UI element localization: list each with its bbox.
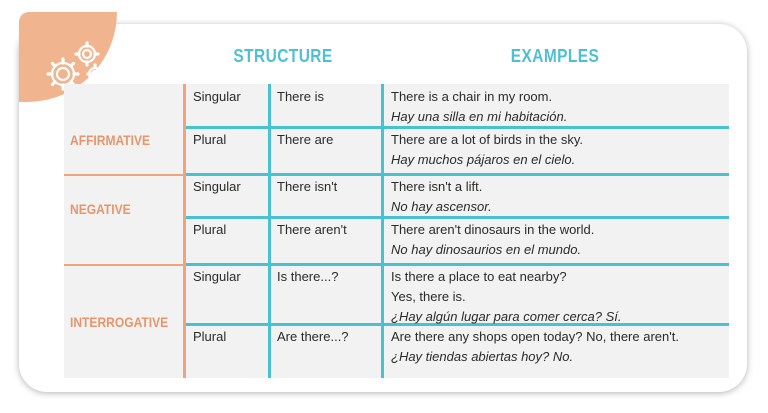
number-cell: Singular <box>193 179 241 194</box>
example-text: Are there any shops open today? No, there aren't. <box>391 329 679 344</box>
column-divider <box>268 84 271 378</box>
number-cell: Plural <box>193 132 227 147</box>
column-divider <box>381 84 384 378</box>
structure-cell: There are <box>277 132 334 147</box>
example-cell <box>391 177 492 217</box>
example-text: There is a chair in my room. <box>391 89 553 104</box>
structure-cell: Is there...? <box>277 269 339 284</box>
example-answer: Yes, there is. <box>391 289 466 304</box>
structure-header: STRUCTURE <box>233 46 333 66</box>
example-cell <box>391 130 583 170</box>
example-text: There are a lot of birds in the sky. <box>391 132 583 147</box>
example-translation: Hay muchos pájaros en el cielo. <box>391 152 576 167</box>
example-text: There aren't dinosaurs in the world. <box>391 222 595 237</box>
category-negative: NEGATIVE <box>70 201 131 217</box>
category-affirmative: AFFIRMATIVE <box>70 132 151 148</box>
number-cell: Singular <box>193 89 241 104</box>
examples-header: EXAMPLES <box>510 46 600 66</box>
example-cell <box>391 220 594 260</box>
example-translation: No hay ascensor. <box>391 199 492 214</box>
example-translation: Hay una silla en mi habitación. <box>391 109 568 124</box>
example-cell <box>391 87 567 127</box>
example-text: Is there a place to eat nearby? <box>391 269 567 284</box>
example-text: There isn't a lift. <box>391 179 483 194</box>
example-cell <box>391 327 679 367</box>
category-divider <box>64 264 186 266</box>
number-cell: Plural <box>193 222 227 237</box>
example-cell <box>391 267 622 327</box>
example-translation: No hay dinosaurios en el mundo. <box>391 242 582 257</box>
category-divider <box>64 174 186 176</box>
category-interrogative: INTERROGATIVE <box>70 314 169 330</box>
structure-cell: Are there...? <box>277 329 349 344</box>
column-divider <box>183 84 186 378</box>
structure-cell: There aren't <box>277 222 347 237</box>
structure-cell: There isn't <box>277 179 338 194</box>
number-cell: Plural <box>193 329 227 344</box>
example-translation: ¿Hay tiendas abiertas hoy? No. <box>391 349 574 364</box>
structure-cell: There is <box>277 89 324 104</box>
example-translation: ¿Hay algún lugar para comer cerca? Sí. <box>391 309 622 324</box>
number-cell: Singular <box>193 269 241 284</box>
